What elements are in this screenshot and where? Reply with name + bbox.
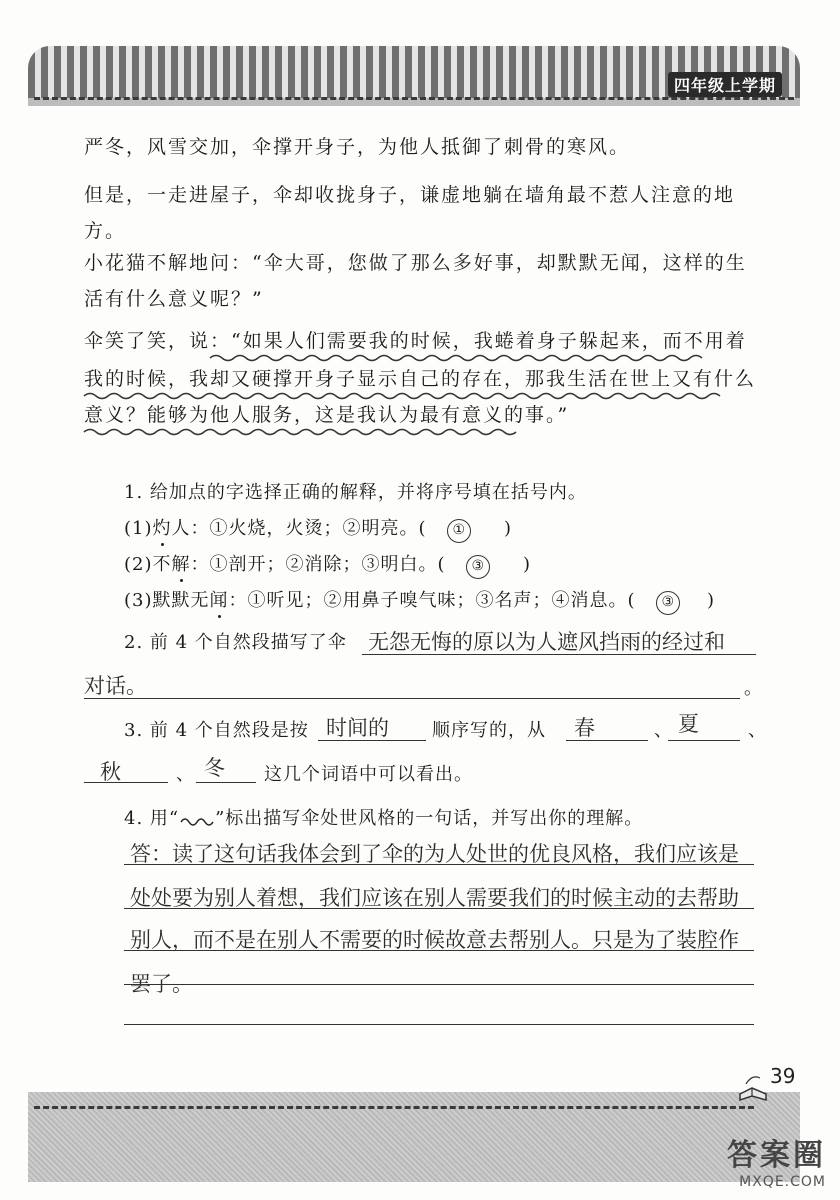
story-paragraph-2-line-1: 但是，一走进屋子，伞却收拢身子，谦虚地躺在墙角最不惹人注意的地 (84, 184, 736, 206)
q2-answer-line-2: 对话。 (84, 674, 147, 698)
q3-blank-1 (318, 740, 426, 741)
q3-blank-3 (668, 740, 740, 741)
story-paragraph-3-line-2: 活有什么意义呢？” (84, 288, 264, 310)
q3-suffix: 这几个词语中可以看出。 (264, 764, 473, 785)
q2-prompt: 2. 前 4 个自然段描写了伞 (124, 632, 347, 653)
q4-answer-line-3: 别人，而不是在别人不需要的时候故意去帮别人。只是为了装腔作 (130, 928, 739, 952)
story-paragraph-4-line-2: 我的时候，我却又硬撑开身子显示自己的存在，那我生活在世上又有什么 (84, 368, 757, 390)
q3-blank-5-answer: 冬 (204, 756, 225, 780)
dotted-char: 闻 (209, 590, 229, 611)
dotted-char: 解 (171, 554, 191, 575)
q4-answer-rule-4 (124, 984, 754, 985)
q4-prompt-post: ”标出描写伞处世风格的一句话，并写出你的理解。 (215, 808, 644, 829)
q3-blank-1-answer: 时间的 (326, 716, 389, 740)
q2-end-mark: 。 (744, 678, 763, 699)
open-book-icon (736, 1064, 770, 1104)
q1-item-1 (124, 514, 512, 543)
q4-answer-line-2: 处处要为别人着想，我们应该在别人需要我们的时候主动的去帮助 (130, 886, 739, 910)
q3-blank-5 (196, 782, 256, 783)
handwritten-underline-marks (0, 0, 840, 460)
q1-title: 1. 给加点的字选择正确的解释，并将序号填在括号内。 (124, 482, 587, 503)
q1-item-1-prefix: (1) (124, 518, 153, 539)
q1-item-3-text: ：①听见；②用鼻子嗅气味；③名声；④消息。( (228, 590, 636, 611)
q1-item-2 (124, 550, 531, 579)
q1-item-3-close: ) (707, 590, 716, 611)
q3-sep-3: 、 (176, 764, 195, 785)
watermark-title: 答案圈 (727, 1138, 826, 1173)
q1-item-1-text: 人：①火烧，火烫；②明亮。( (171, 518, 427, 539)
q2-answer-line-1: 无怨无悔的原以为人遮风挡雨的经过和 (368, 630, 725, 654)
q1-item-2-text: ：①剖开；②消除；③明白。( (190, 554, 446, 575)
story-paragraph-4-line-3: 意义？能够为他人服务，这是我认为最有意义的事。” (84, 404, 570, 426)
story-paragraph-2-line-2: 方。 (84, 220, 127, 242)
q4-answer-rule-3 (124, 950, 754, 951)
q1-item-1-answer: ① (447, 519, 471, 543)
q3-sep-1: 、 (654, 720, 673, 741)
q1-item-2-close: ) (523, 554, 532, 575)
q1-item-3-answer: ③ (656, 591, 680, 615)
watermark-url: MXQE.COM (739, 1174, 826, 1190)
grade-label: 四年级上学期 (668, 72, 782, 97)
q4-prompt-pre: 4. 用“ (124, 808, 180, 829)
q1-item-1-close: ) (504, 518, 513, 539)
q4-answer-line-1: 答：读了这句话我体会到了伞的为人处世的优良风格，我们应该是 (130, 842, 739, 866)
page-number: 39 (770, 1064, 796, 1088)
site-watermark (727, 1130, 826, 1190)
story-paragraph-4-line-1: 伞笑了笑，说：“如果人们需要我的时候，我蜷着身子躲起来，而不用着 (84, 330, 747, 352)
q3-blank-3-answer: 夏 (678, 712, 699, 736)
q1-item-2-prefix: (2)不 (124, 554, 172, 575)
q4-answer-line-4: 罢了。 (130, 972, 193, 996)
story-paragraph-3-line-1: 小花猫不解地问：“伞大哥，您做了那么多好事，却默默无闻，这样的生 (84, 252, 747, 274)
wavy-line-icon (179, 812, 215, 826)
story-paragraph-1: 严冬，风雪交加，伞撑开身子，为他人抵御了刺骨的寒风。 (84, 136, 631, 158)
q3-blank-4-answer: 秋 (100, 760, 121, 784)
q1-item-3 (124, 586, 715, 615)
q4-answer-rule-2 (124, 908, 754, 909)
footer-divider (34, 1106, 754, 1109)
q4-prompt (124, 804, 643, 830)
q3-mid-text: 顺序写的，从 (432, 720, 546, 741)
q3-blank-2-answer: 春 (574, 716, 595, 740)
q3-blank-2 (566, 740, 648, 741)
q4-answer-rule-5 (124, 1024, 754, 1025)
q3-prompt: 3. 前 4 个自然段是按 (124, 720, 309, 741)
q4-answer-rule-1 (124, 864, 754, 865)
q2-answer-blank-2 (84, 698, 740, 699)
q1-item-2-answer: ③ (466, 555, 490, 579)
dotted-char: 灼 (152, 518, 172, 539)
q3-blank-4 (84, 782, 168, 783)
q2-answer-blank-1 (362, 654, 756, 655)
q3-sep-2: 、 (748, 720, 767, 741)
q1-item-3-prefix: (3)默默无 (124, 590, 210, 611)
